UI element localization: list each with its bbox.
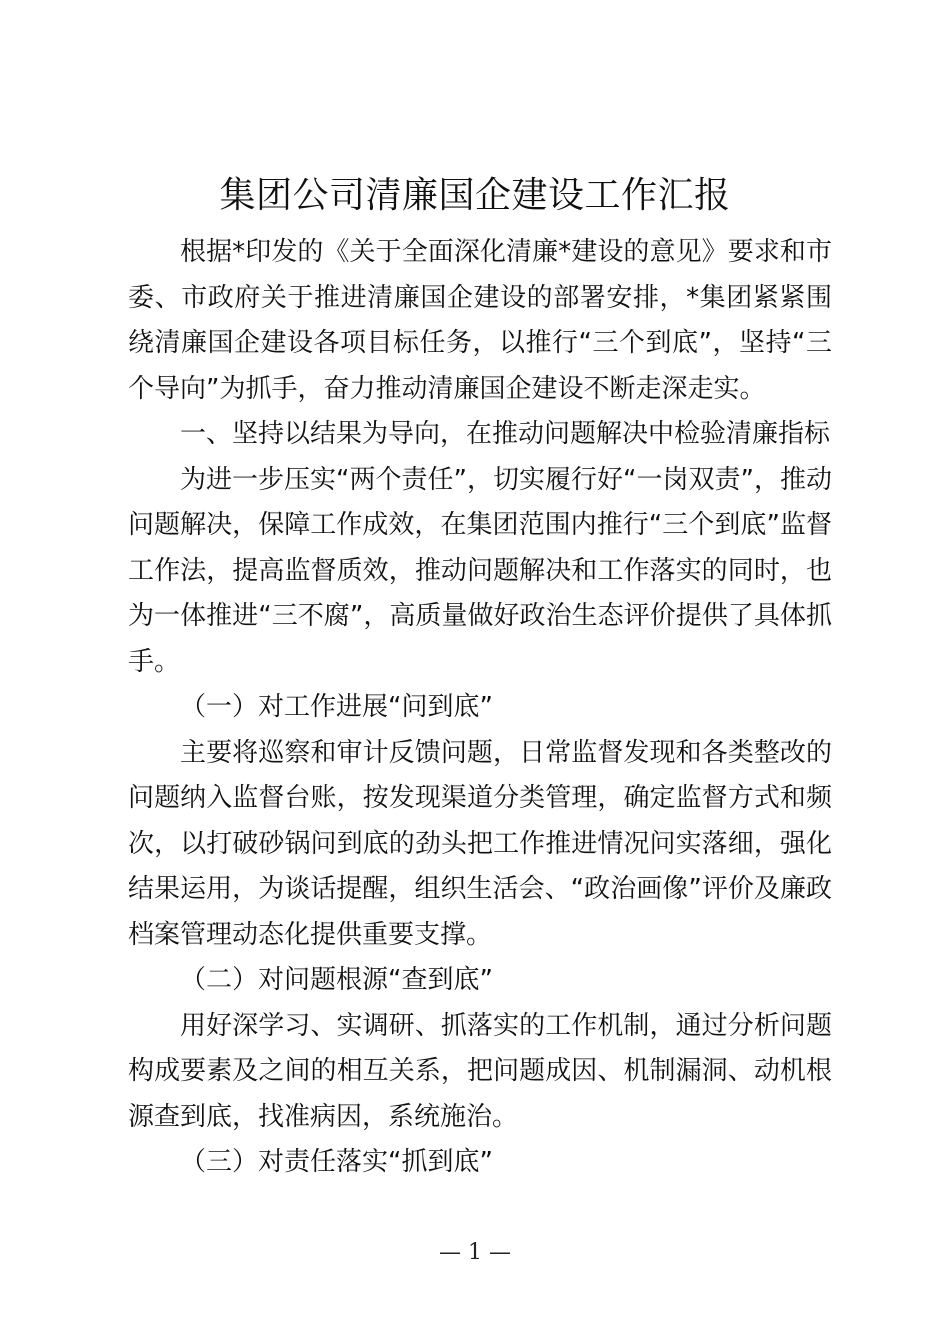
page-number: — 1 —	[439, 1240, 511, 1265]
subsection-2-paragraph: 用好深学习、实调研、抓落实的工作机制，通过分析问题构成要素及之间的相互关系，把问题成因、机制漏洞、动机根源查到底，找准病因，系统施治。	[128, 1010, 832, 1132]
document-body	[128, 230, 832, 1186]
intro-paragraph: 根据*印发的《关于全面深化清廉*建设的意见》要求和市委、市政府关于推进清廉国企建设的部署安排，*集团紧紧围绕清廉国企建设各项目标任务，以推行“三个到底”，坚持“三个导向”为抓手，奋力推动清廉国企建设不断走深走实。	[128, 237, 832, 404]
subsection-heading-1: （一）对工作进展“问到底”	[180, 692, 493, 722]
subsection-heading-2: （二）对问题根源“查到底”	[180, 965, 493, 995]
document-title: 集团公司清廉国企建设工作汇报	[219, 175, 731, 216]
section-heading-1: 一、坚持以结果为导向，在推动问题解决中检验清廉指标	[180, 419, 831, 449]
subsection-heading-3: （三）对责任落实“抓到底”	[180, 1147, 493, 1177]
subsection-1-paragraph: 主要将巡察和审计反馈问题，日常监督发现和各类整改的问题纳入监督台账，按发现渠道分类管理，确定监督方式和频次，以打破砂锅问到底的劲头把工作推进情况问实落细，强化结果运用，为谈话提醒，组织生活会、“政治画像”评价及廉政档案管理动态化提供重要支撑。	[128, 737, 832, 950]
section-1-paragraph: 为进一步压实“两个责任”，切实履行好“一岗双责”，推动问题解决，保障工作成效，在集团范围内推行“三个到底”监督工作法，提高监督质效，推动问题解决和工作落实的同时，也为一体推进“三不腐”，高质量做好政治生态评价提供了具体抓手。	[128, 464, 832, 677]
